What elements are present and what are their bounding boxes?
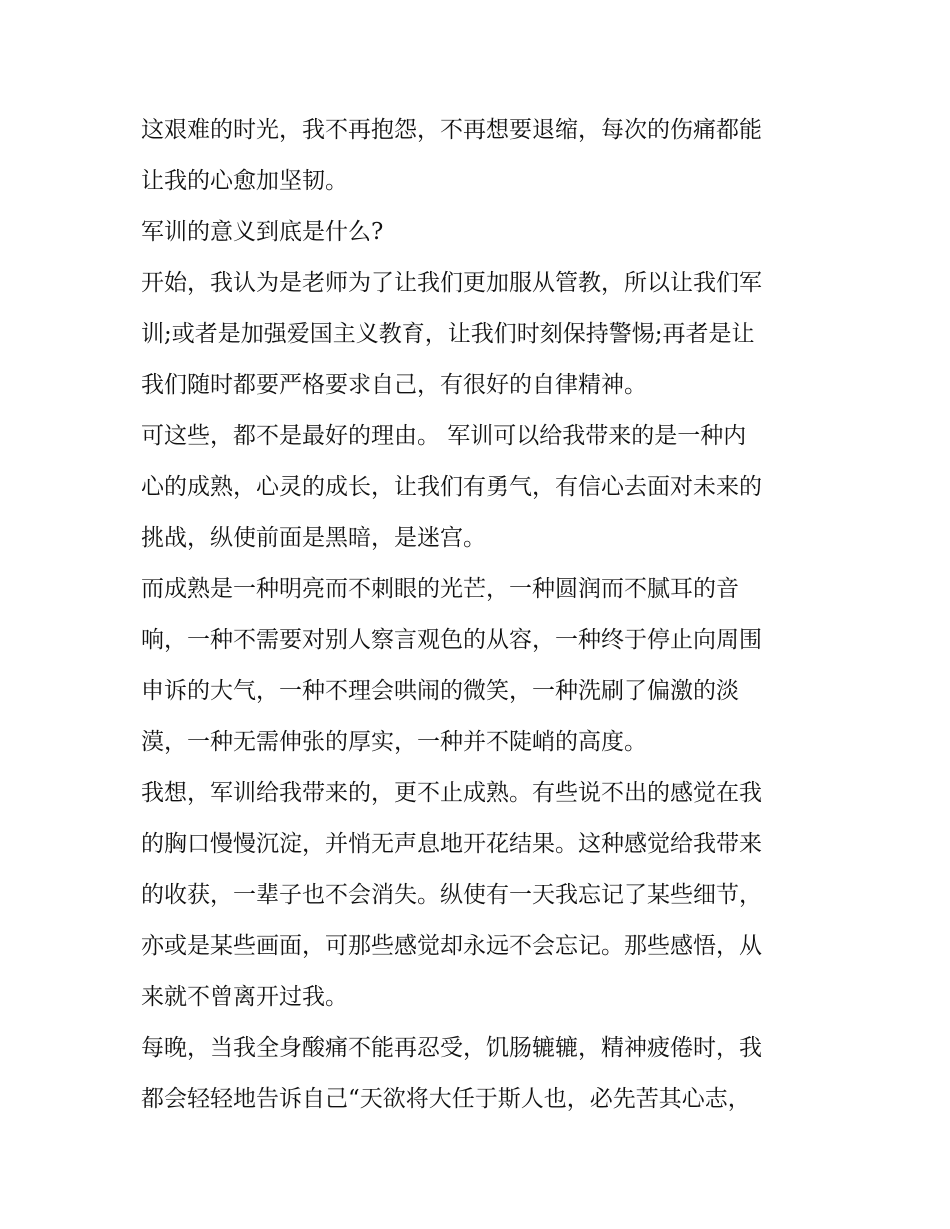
text-line: 的胸口慢慢沉淀，并悄无声息地开花结果。这种感觉给我带来 (141, 831, 762, 857)
text-line: 让我的心愈加坚韧。 (141, 168, 348, 194)
text-line: 我想，军训给我带来的，更不止成熟。有些说不出的感觉在我 (141, 780, 762, 806)
text-line: 都会轻轻地告诉自己“天欲将大任于斯人也，必先苦其心志， (141, 1086, 751, 1112)
text-line: 这艰难的时光，我不再抱怨，不再想要退缩，每次的伤痛都能 (141, 117, 762, 143)
text-line: 申诉的大气，一种不理会哄闹的微笑，一种洗刷了偏激的淡 (141, 678, 739, 704)
text-line: 的收获，一辈子也不会消失。纵使有一天我忘记了某些细节， (141, 882, 762, 908)
text-line: 开始，我认为是老师为了让我们更加服从管教，所以让我们军 (141, 270, 762, 296)
text-line: 响，一种不需要对别人察言观色的从容，一种终于停止向周围 (141, 627, 762, 653)
text-line: 来就不曾离开过我。 (141, 984, 348, 1010)
document-body (141, 105, 816, 1125)
text-line: 每晚，当我全身酸痛不能再忍受，饥肠辘辘，精神疲倦时，我 (141, 1035, 762, 1061)
text-line: 心的成熟，心灵的成长，让我们有勇气，有信心去面对未来的 (141, 474, 762, 500)
text-line: 军训的意义到底是什么? (141, 219, 384, 245)
text-line: 可这些，都不是最好的理由。 军训可以给我带来的是一种内 (141, 423, 747, 449)
text-line: 亦或是某些画面，可那些感觉却永远不会忘记。那些感悟，从 (141, 933, 762, 959)
text-line: 我们随时都要严格要求自己，有很好的自律精神。 (141, 372, 647, 398)
text-line: 而成熟是一种明亮而不刺眼的光芒，一种圆润而不腻耳的音 (141, 576, 739, 602)
text-line: 训;或者是加强爱国主义教育，让我们时刻保持警惕;再者是让 (141, 321, 755, 347)
text-line: 漠，一种无需伸张的厚实，一种并不陡峭的高度。 (141, 729, 647, 755)
text-line: 挑战，纵使前面是黑暗，是迷宫。 (141, 525, 486, 551)
